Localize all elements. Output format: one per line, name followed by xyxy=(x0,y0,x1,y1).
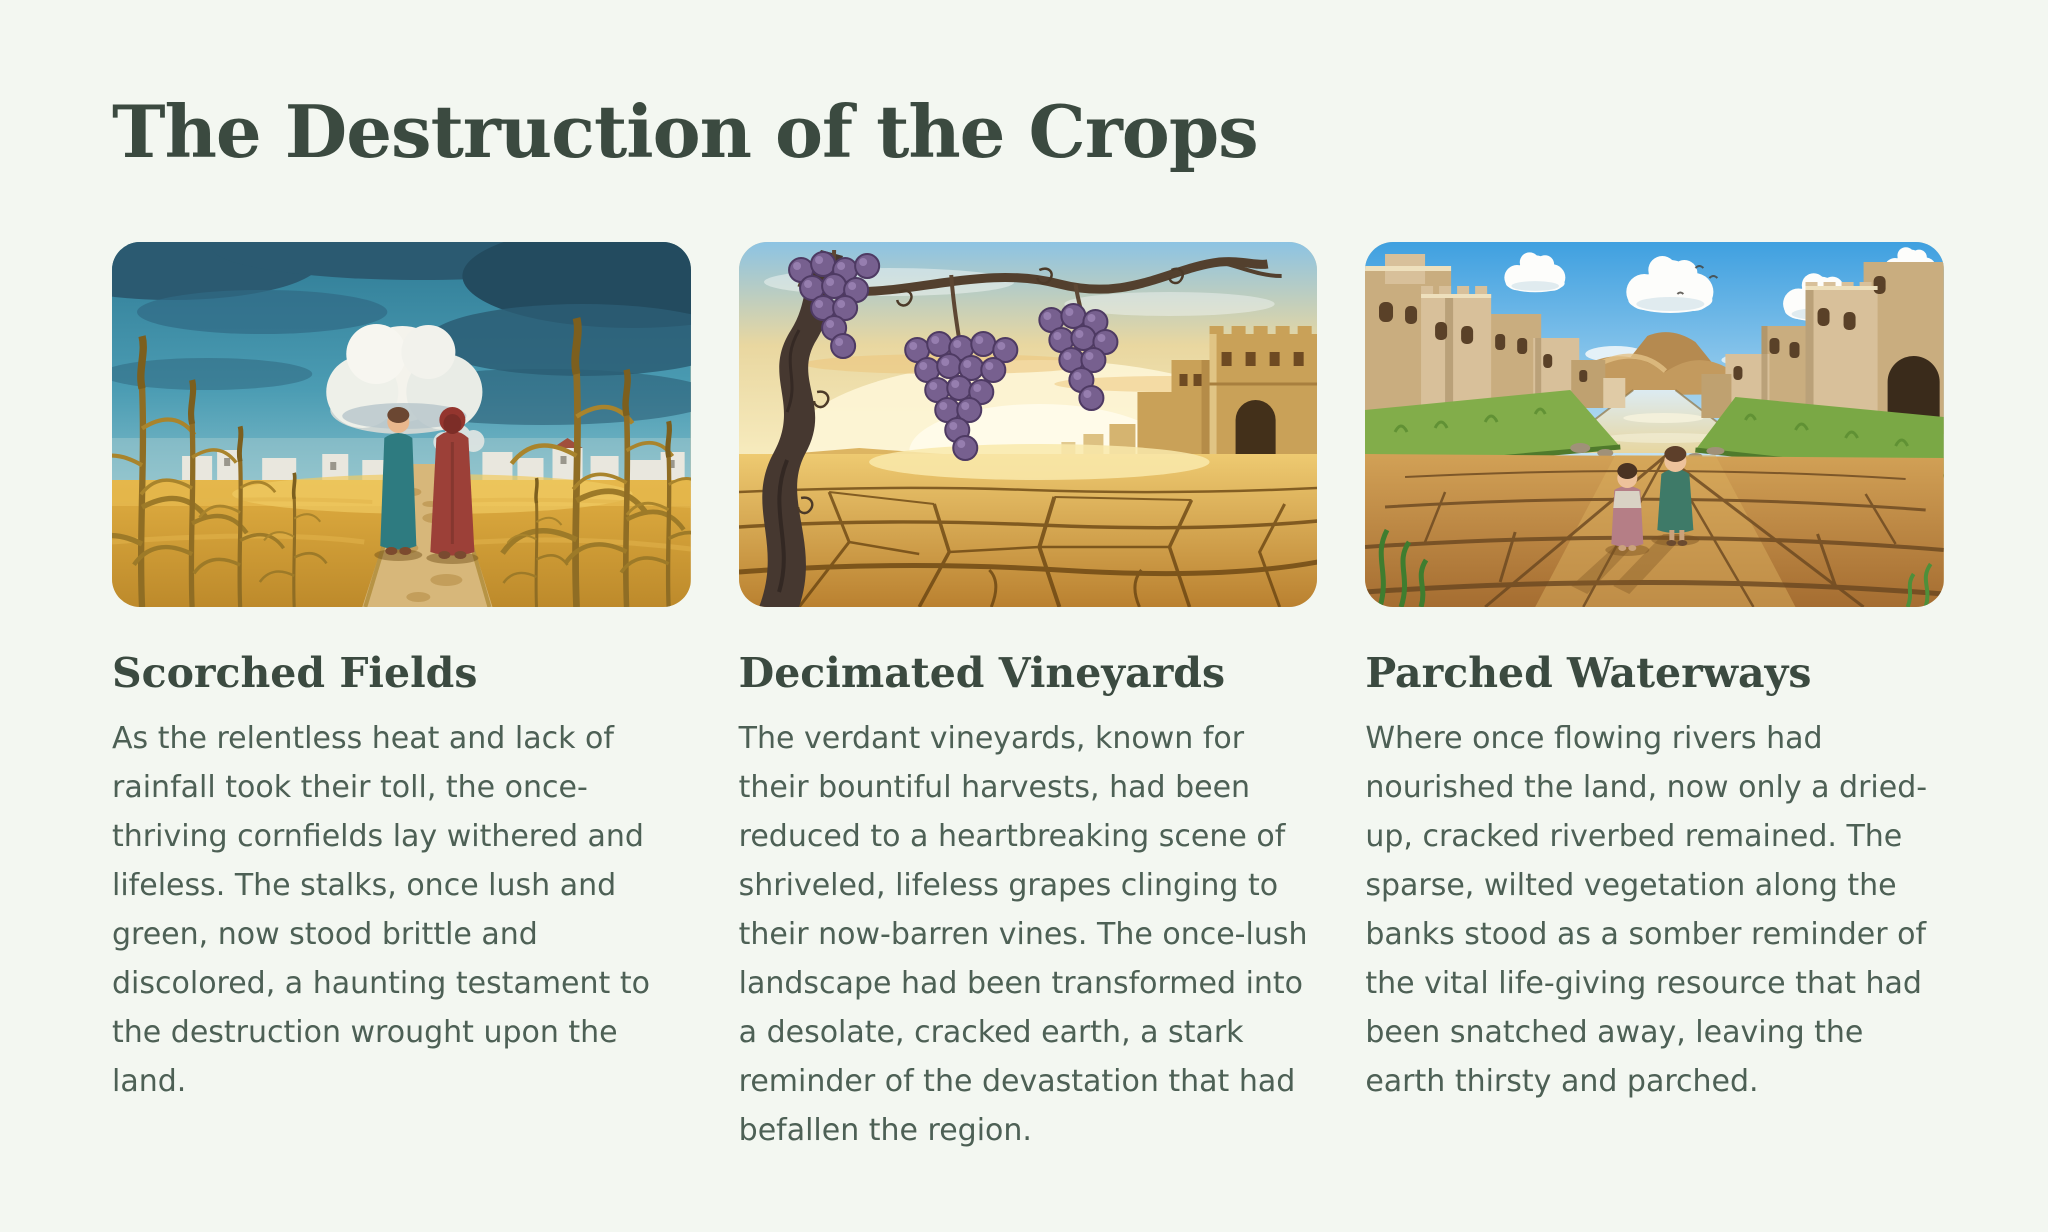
card-heading: Parched Waterways xyxy=(1365,649,1812,697)
card-heading: Scorched Fields xyxy=(112,649,478,697)
card-decimated-vineyards xyxy=(739,242,1318,1155)
card-body: The verdant vineyards, known for their bountiful harvests, had been reduced to a heartbreaking scene of shriveled, lifeless grapes clinging to their now-barren vines. The once-lush landscape had been transformed into a desolate, cracked earth, a stark reminder of the devastation that had befallen the region. xyxy=(738,721,1308,1148)
card-parched-waterways xyxy=(1365,242,1944,1155)
parched-waterways-illustration xyxy=(1365,242,1944,607)
card-body: Where once flowing rivers had nourished the land, now only a dried-up, cracked riverbed remained. The sparse, wilted vegetation along the banks stood as a somber reminder of the vital life-giving resource that had been snatched away, leaving the earth thirsty and parched. xyxy=(1365,721,1928,1099)
cards-row xyxy=(112,242,1944,1155)
scorched-fields-illustration xyxy=(112,242,691,607)
page-title: The Destruction of the Crops xyxy=(112,89,1258,174)
card-heading: Decimated Vineyards xyxy=(738,649,1226,697)
card-scorched-fields xyxy=(112,242,691,1155)
card-body: As the relentless heat and lack of rainfall took their toll, the once-thriving cornfields lay withered and lifeless. The stalks, once lush and green, now stood brittle and discolored, a haunting testament to the destruction wrought upon the land. xyxy=(112,721,650,1099)
decimated-vineyards-illustration xyxy=(739,242,1318,607)
